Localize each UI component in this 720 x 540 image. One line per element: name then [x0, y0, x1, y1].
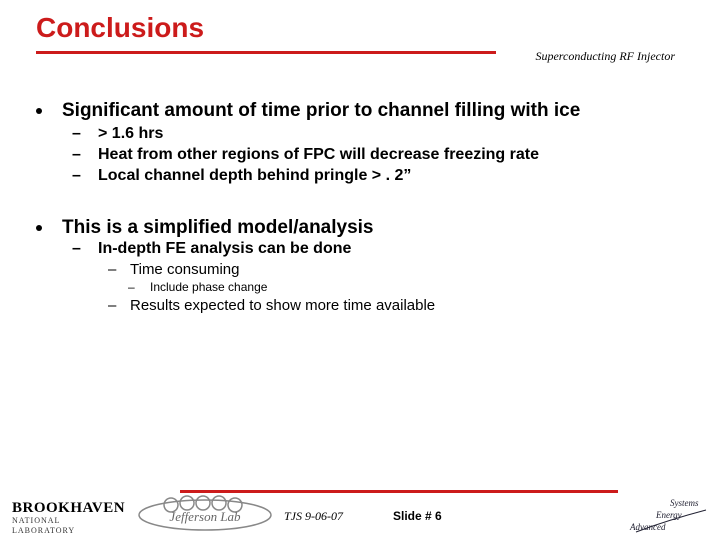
slide-number: Slide # 6: [393, 509, 442, 523]
bullet-2-sub-1-text: In-depth FE analysis can be done: [98, 240, 352, 257]
footer-date: TJS 9-06-07: [284, 509, 343, 523]
footer-rule: [180, 490, 618, 493]
bullet-2-text: This is a simplified model/analysis: [62, 217, 374, 238]
bullet-dot-icon: [36, 108, 42, 114]
dash-marker: –: [108, 261, 117, 278]
aes-logo-line-2: Energy: [656, 510, 682, 520]
dash-marker: –: [128, 280, 135, 294]
bullet-1-sub-3: [72, 167, 411, 185]
brookhaven-logo-bottom: NATIONAL LABORATORY: [12, 516, 76, 535]
bullet-1-sub-3-text: Local channel depth behind pringle > . 2”: [98, 167, 412, 184]
bullet-1-text: Significant amount of time prior to channel filling with ice: [62, 100, 581, 121]
bullet-2-item-2-text: Results expected to show more time available: [130, 297, 436, 314]
bullet-2-item-1: [108, 261, 239, 278]
slide-title: Conclusions: [36, 12, 205, 43]
bullet-2-item-1-sub-text: Include phase change: [150, 280, 268, 294]
dash-marker: –: [108, 297, 117, 314]
brookhaven-logo: [12, 500, 124, 534]
bullet-1-sub-2: [72, 146, 539, 164]
bullet-1-sub-1: [72, 125, 163, 143]
jefferson-lab-text: Jefferson Lab: [169, 509, 241, 524]
bullet-2: [36, 217, 374, 239]
dash-marker: –: [72, 146, 81, 163]
bullet-2-sub-1: [72, 240, 351, 258]
dash-marker: –: [72, 167, 81, 184]
aes-logo: [628, 496, 710, 534]
bullet-dot-icon: [36, 225, 42, 231]
dash-marker: –: [72, 125, 81, 142]
bullet-2-item-1-sub: [128, 280, 267, 294]
title-underline: [36, 51, 496, 54]
bullet-2-item-2: [108, 297, 435, 314]
bullet-1-sub-2-text: Heat from other regions of FPC will decrease freezing rate: [98, 146, 539, 163]
bullet-1: [36, 100, 580, 122]
jefferson-lab-logo: [135, 495, 275, 535]
aes-logo-line-1: Systems: [670, 498, 699, 508]
aes-logo-line-3: Advanced: [630, 522, 666, 532]
dash-marker: –: [72, 240, 81, 257]
brookhaven-logo-top: BROOKHAVEN: [12, 500, 126, 516]
bullet-1-sub-1-text: > 1.6 hrs: [98, 125, 164, 142]
bullet-2-item-1-text: Time consuming: [130, 261, 240, 278]
slide-subtitle: Superconducting RF Injector: [535, 49, 675, 63]
